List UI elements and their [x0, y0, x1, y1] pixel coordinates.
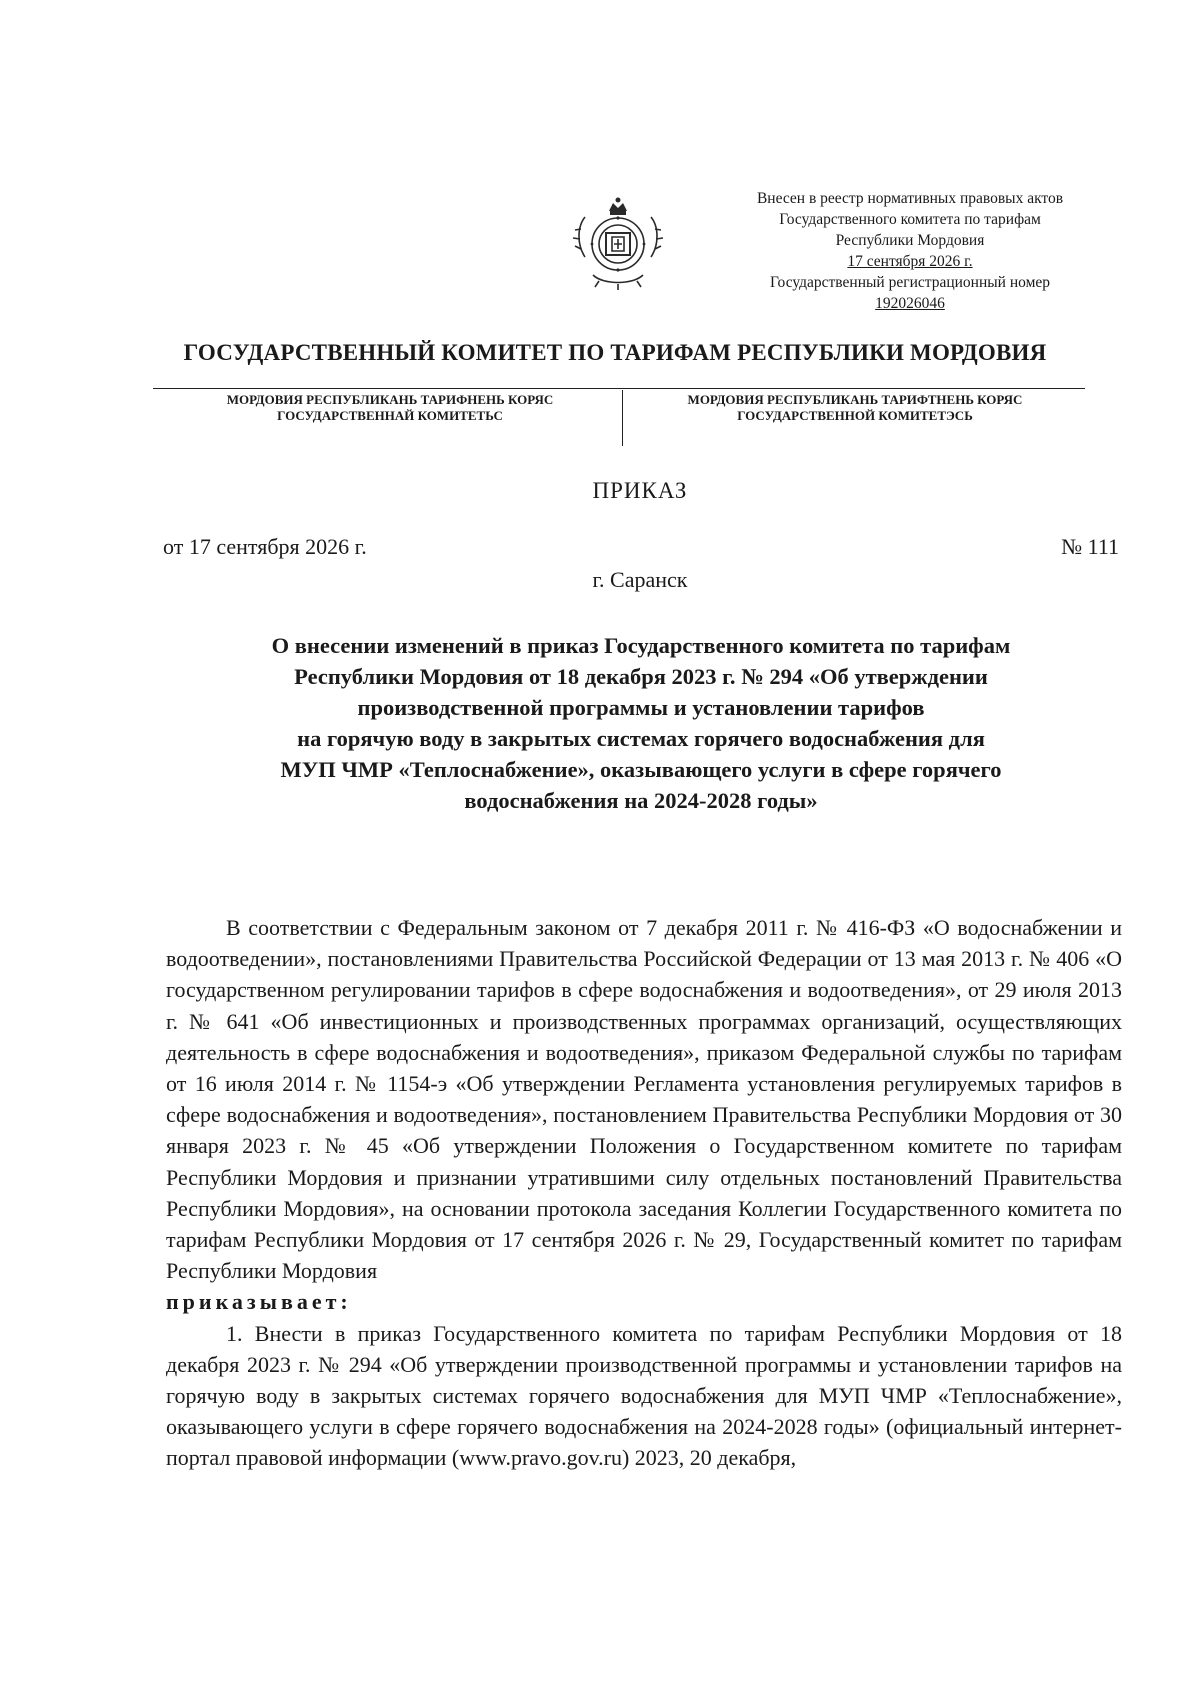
moksha-line: МОРДОВИЯ РЕСПУБЛИКАНЬ ТАРИФНЕНЬ КОРЯС	[226, 392, 554, 407]
heading-line: Республики Мордовия от 18 декабря 2023 г. № 294 «Об утверждении	[294, 664, 988, 689]
heading-line: О внесении изменений в приказ Государственного комитета по тарифам	[271, 633, 1011, 658]
committee-name-moksha	[180, 392, 600, 424]
registry-note-line: Государственного комитета по тарифам	[779, 211, 1041, 228]
erzya-line: ГОСУДАРСТВЕННОЙ КОМИТЕТЭСЬ	[737, 408, 973, 423]
order-heading	[163, 630, 1119, 816]
registry-note	[720, 188, 1100, 314]
order-number: № 111	[1061, 534, 1119, 559]
clause-paragraph: 1. Внести в приказ Государственного комитета по тарифам Республики Мордовия от 18 декабря 2023 г. № 294 «Об утверждении производственной программы и установлении тарифов на горячую воду в закрытых системах горячего водоснабжения для МУП ЧМР «Теплоснабжение», оказывающего услуги в сфере горячего водоснабжения на 2024-2028 годы» (официальный интернет-портал правовой информации (www.pravo.gov.ru) 2023, 20 декабря,	[166, 1320, 1122, 1471]
registry-note-line: Внесен в реестр нормативных правовых актов	[756, 190, 1064, 207]
header-divider	[153, 388, 1085, 389]
order-date: от 17 сентября 2026 г.	[163, 534, 367, 559]
committee-title: ГОСУДАРСТВЕННЫЙ КОМИТЕТ ПО ТАРИФАМ РЕСПУБЛИКИ МОРДОВИЯ	[183, 340, 1047, 365]
heading-line: МУП ЧМР «Теплоснабжение», оказывающего услуги в сфере горячего	[280, 757, 1002, 782]
committee-name-erzya	[640, 392, 1070, 424]
header-vertical-divider	[622, 390, 623, 446]
order-city: г. Саранск	[592, 567, 688, 592]
heading-line: на горячую воду в закрытых системах горячего водоснабжения для	[297, 726, 985, 751]
registry-note-line: Государственный регистрационный номер	[769, 274, 1051, 291]
registry-date: 17 сентября 2026 г.	[847, 253, 973, 270]
registry-number: 192026046	[875, 295, 945, 312]
order-title: ПРИКАЗ	[592, 478, 688, 503]
registry-note-line: Республики Мордовия	[835, 232, 985, 249]
heading-line: производственной программы и установлении тарифов	[357, 695, 925, 720]
erzya-line: МОРДОВИЯ РЕСПУБЛИКАНЬ ТАРИФТНЕНЬ КОРЯС	[687, 392, 1023, 407]
moksha-line: ГОСУДАРСТВЕННАЙ КОМИТЕТЬС	[277, 408, 503, 423]
heading-line: водоснабжения на 2024-2028 годы»	[464, 788, 818, 813]
coat-of-arms-icon	[563, 187, 673, 297]
order-body	[166, 912, 1122, 1474]
preamble-paragraph: В соответствии с Федеральным законом от 7 декабря 2011 г. № 416-ФЗ «О водоснабжении и водоотведении», постановлениями Правительства Российской Федерации от 13 мая 2013 г. № 406 «О государственном регулировании тарифов в сфере водоснабжения и водоотведения», от 29 июля 2013 г. № 641 «Об инвестиционных и производственных программах организаций, осуществляющих деятельность в сфере водоснабжения и водоотведения», приказом Федеральной службы по тарифам от 16 июля 2014 г. № 1154-э «Об утверждении Регламента установления регулируемых тарифов в сфере водоснабжения и водоотведения», постановлением Правительства Республики Мордовия от 30 января 2023 г. № 45 «Об утверждении Положения о Государственном комитете по тарифам Республики Мордовия и признании утратившими силу отдельных постановлений Правительства Республики Мордовия», на основании протокола заседания Коллегии Государственного комитета по тарифам Республики Мордовия от 17 сентября 2026 г. № 29, Государственный комитет по тарифам Республики Мордовия	[166, 915, 1122, 1284]
directive-word: приказывает:	[166, 1289, 352, 1315]
